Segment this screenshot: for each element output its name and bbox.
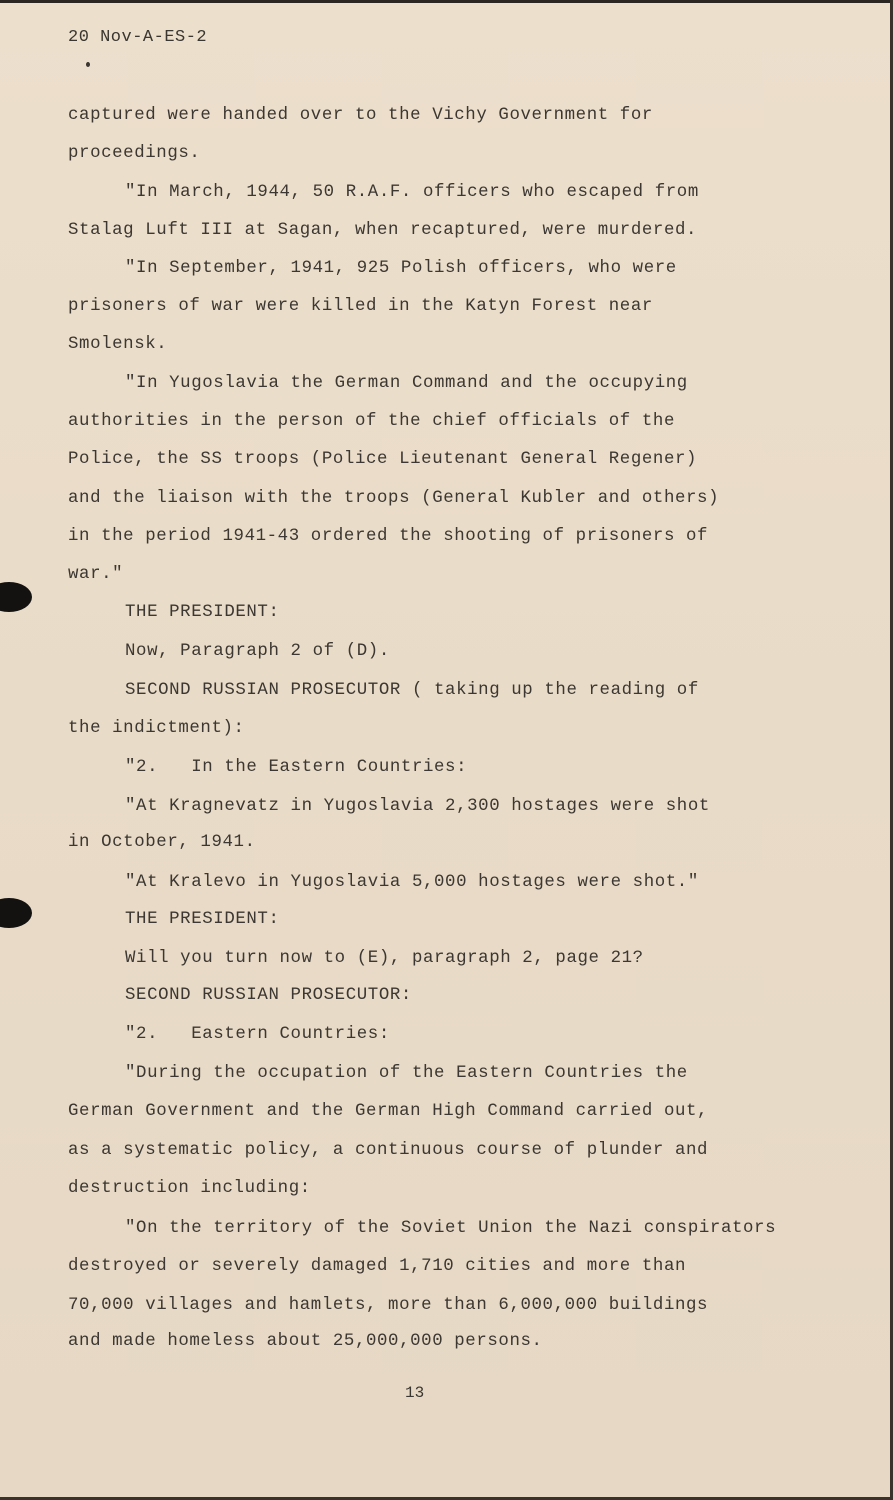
- text-line: as a systematic policy, a continuous course of plunder and: [68, 1141, 709, 1160]
- text-line: "At Kragnevatz in Yugoslavia 2,300 hostages were shot: [125, 797, 710, 816]
- text-line: "During the occupation of the Eastern Countries the: [125, 1064, 688, 1083]
- page-top-edge: [0, 0, 893, 3]
- text-line: the indictment):: [68, 719, 245, 738]
- punch-hole-lower: [0, 898, 32, 928]
- text-line: Stalag Luft III at Sagan, when recaptured, were murdered.: [68, 221, 698, 240]
- text-line: "In September, 1941, 925 Polish officers, who were: [125, 259, 677, 278]
- text-line: in the period 1941-43 ordered the shooting of prisoners of: [68, 527, 709, 546]
- text-line: 70,000 villages and hamlets, more than 6,000,000 buildings: [68, 1296, 709, 1315]
- text-line: Now, Paragraph 2 of (D).: [125, 642, 390, 661]
- text-line: SECOND RUSSIAN PROSECUTOR:: [125, 986, 412, 1005]
- text-line: "2. In the Eastern Countries:: [125, 758, 468, 777]
- text-line: Will you turn now to (E), paragraph 2, page 21?: [125, 949, 644, 968]
- text-line: THE PRESIDENT:: [125, 603, 280, 622]
- ink-speck: [86, 62, 90, 67]
- text-line: Smolensk.: [68, 335, 168, 354]
- text-line: "On the territory of the Soviet Union the Nazi conspirators: [125, 1219, 777, 1238]
- text-line: SECOND RUSSIAN PROSECUTOR ( taking up the reading of: [125, 681, 699, 700]
- text-line: and made homeless about 25,000,000 persons.: [68, 1332, 543, 1351]
- text-line: and the liaison with the troops (General Kubler and others): [68, 489, 720, 508]
- text-line: proceedings.: [68, 144, 201, 163]
- document-reference: 20 Nov-A-ES-2: [68, 28, 208, 47]
- punch-hole-upper: [0, 582, 32, 612]
- text-line: captured were handed over to the Vichy Government for: [68, 106, 653, 125]
- text-line: authorities in the person of the chief officials of the: [68, 412, 675, 431]
- text-line: Police, the SS troops (Police Lieutenant General Regener): [68, 450, 698, 469]
- text-line: prisoners of war were killed in the Katyn Forest near: [68, 297, 653, 316]
- text-line: in October, 1941.: [68, 833, 256, 852]
- text-line: "At Kralevo in Yugoslavia 5,000 hostages were shot.": [125, 873, 699, 892]
- text-line: war.": [68, 565, 124, 584]
- text-line: destruction including:: [68, 1179, 311, 1198]
- text-line: "In Yugoslavia the German Command and the occupying: [125, 374, 688, 393]
- text-line: German Government and the German High Command carried out,: [68, 1102, 709, 1121]
- text-line: "2. Eastern Countries:: [125, 1025, 390, 1044]
- page-number: 13: [405, 1384, 425, 1402]
- text-line: "In March, 1944, 50 R.A.F. officers who escaped from: [125, 183, 699, 202]
- text-line: THE PRESIDENT:: [125, 910, 280, 929]
- text-line: destroyed or severely damaged 1,710 cities and more than: [68, 1257, 687, 1276]
